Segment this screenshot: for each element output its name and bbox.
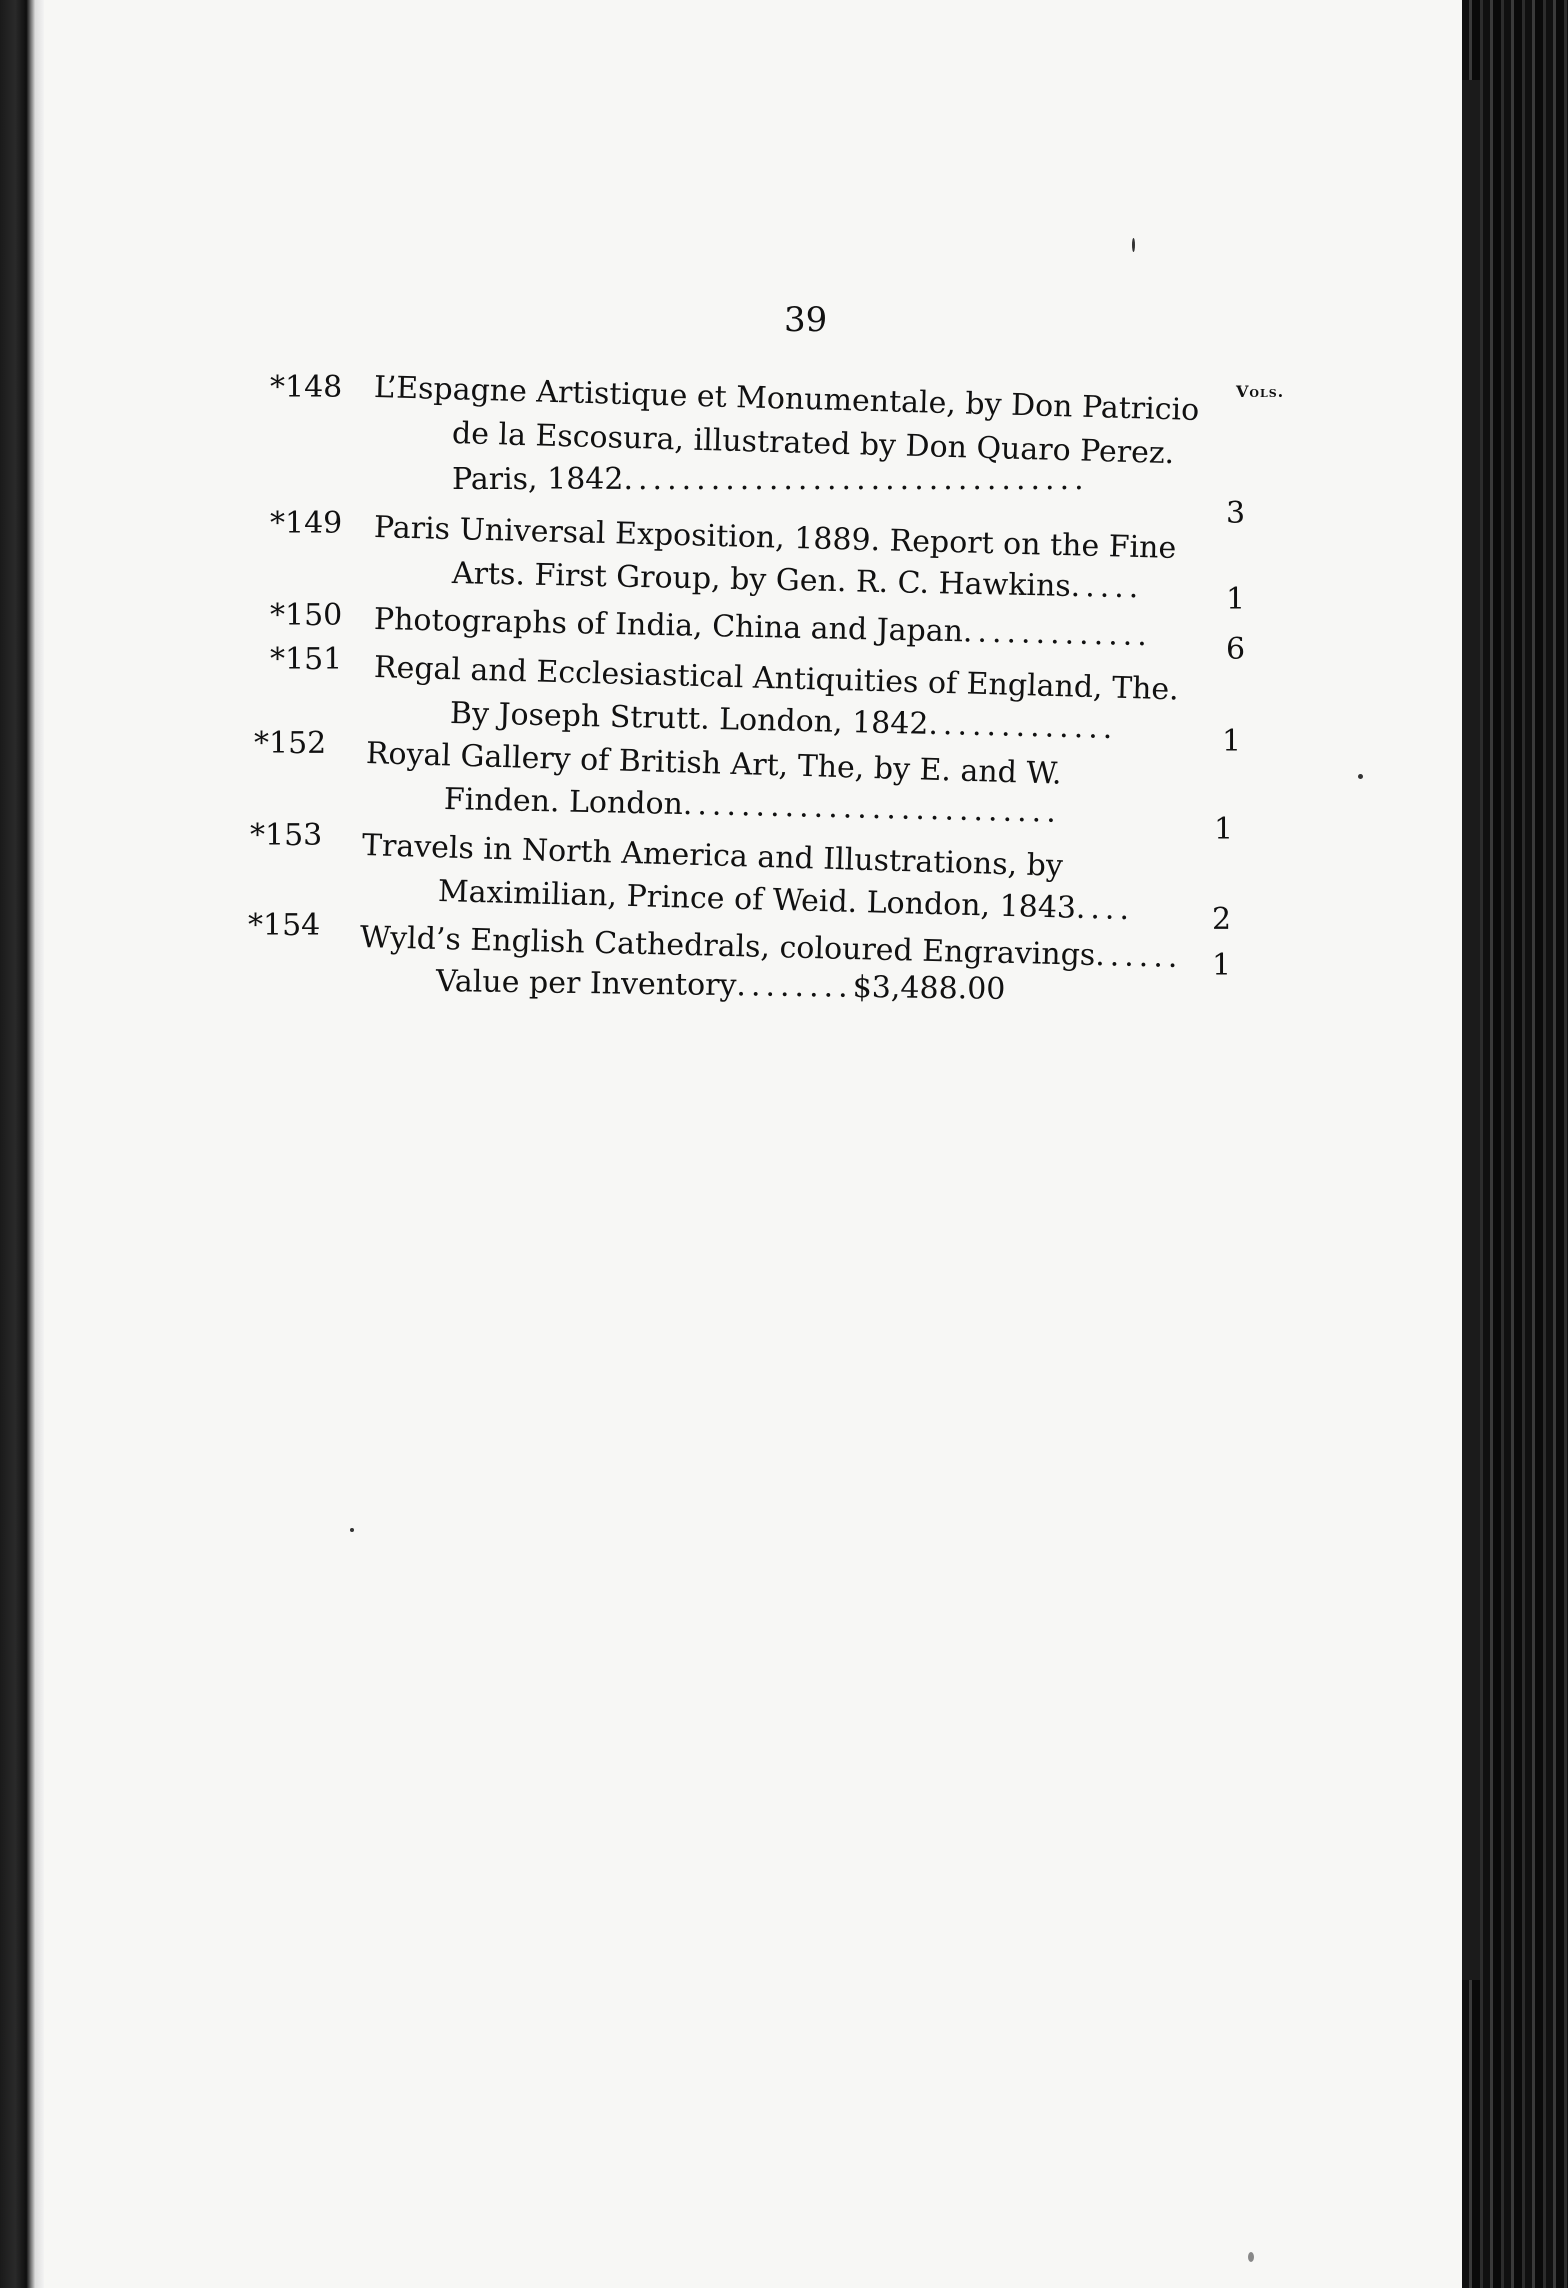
dot-leader: ............. xyxy=(928,706,1118,747)
entry-number: *154 xyxy=(248,908,321,943)
entry-line: Travels in North America and Illustrations, by xyxy=(361,828,1064,884)
scan-speck xyxy=(350,1528,354,1532)
book-page xyxy=(44,0,1462,2288)
dot-leader: ........ xyxy=(736,968,853,1005)
entry-line-text: By Joseph Strutt. London, 1842 xyxy=(449,696,929,742)
dot-leader: .... xyxy=(1075,890,1135,928)
entry-vols: 6 xyxy=(1226,632,1246,667)
entry-line-text: Arts. First Group, by Gen. R. C. Hawkins xyxy=(451,556,1072,604)
entry-number: *149 xyxy=(270,506,343,541)
entry-line-text: Maximilian, Prince of Weid. London, 1843 xyxy=(437,874,1077,926)
entry-number: *151 xyxy=(270,642,343,677)
inventory-total xyxy=(436,962,1006,1010)
page-number: 39 xyxy=(784,300,828,340)
entry-line-text: Photographs of India, China and Japan xyxy=(373,602,964,650)
entry-line-with-leader xyxy=(452,460,1089,500)
dot-leader: ............. xyxy=(962,614,1153,654)
dot-leader: ...... xyxy=(1094,937,1183,976)
entry-line: Regal and Ecclesiastical Antiquities of England, The. xyxy=(373,650,1180,708)
entry-vols: 1 xyxy=(1226,582,1246,617)
entry-line-text: Finden. London xyxy=(443,782,684,823)
dot-leader: ..... xyxy=(1070,568,1144,606)
entry-line-with-leader xyxy=(374,600,1153,656)
entry-line: Paris Universal Exposition, 1889. Report on the Fine xyxy=(373,510,1177,567)
entry-vols: 3 xyxy=(1226,496,1246,531)
entry-line-text: Paris, 1842 xyxy=(452,462,624,497)
entry-vols: 1 xyxy=(1222,724,1242,759)
entry-number: *150 xyxy=(270,598,343,633)
dot-leader: ................................ xyxy=(623,462,1089,497)
scan-speck xyxy=(1248,2252,1254,2262)
scan-speck xyxy=(1358,774,1363,779)
entry-vols: 1 xyxy=(1212,948,1232,983)
left-page-edge xyxy=(0,0,44,2288)
total-amount: $3,488.00 xyxy=(852,969,1006,1007)
vols-column-heading: Vols. xyxy=(1236,382,1285,401)
right-page-shadow xyxy=(1462,80,1480,1980)
entry-number: *152 xyxy=(254,726,327,761)
entry-line-text: Wyld’s English Cathedrals, coloured Engravings xyxy=(359,920,1096,973)
total-label: Value per Inventory xyxy=(435,964,737,1004)
entry-line: de la Escosura, illustrated by Don Quaro Perez. xyxy=(451,416,1175,472)
entry-line: L’Espagne Artistique et Monumentale, by Don Patricio xyxy=(373,370,1200,429)
dot-leader: .......................... xyxy=(682,787,1062,830)
scan-speck xyxy=(1132,238,1135,252)
entry-number: *153 xyxy=(250,818,323,853)
entry-vols: 1 xyxy=(1214,812,1234,847)
entry-number: *148 xyxy=(270,370,343,405)
entry-vols: 2 xyxy=(1212,902,1232,937)
entry-line: Royal Gallery of British Art, The, by E. and W. xyxy=(365,736,1063,792)
